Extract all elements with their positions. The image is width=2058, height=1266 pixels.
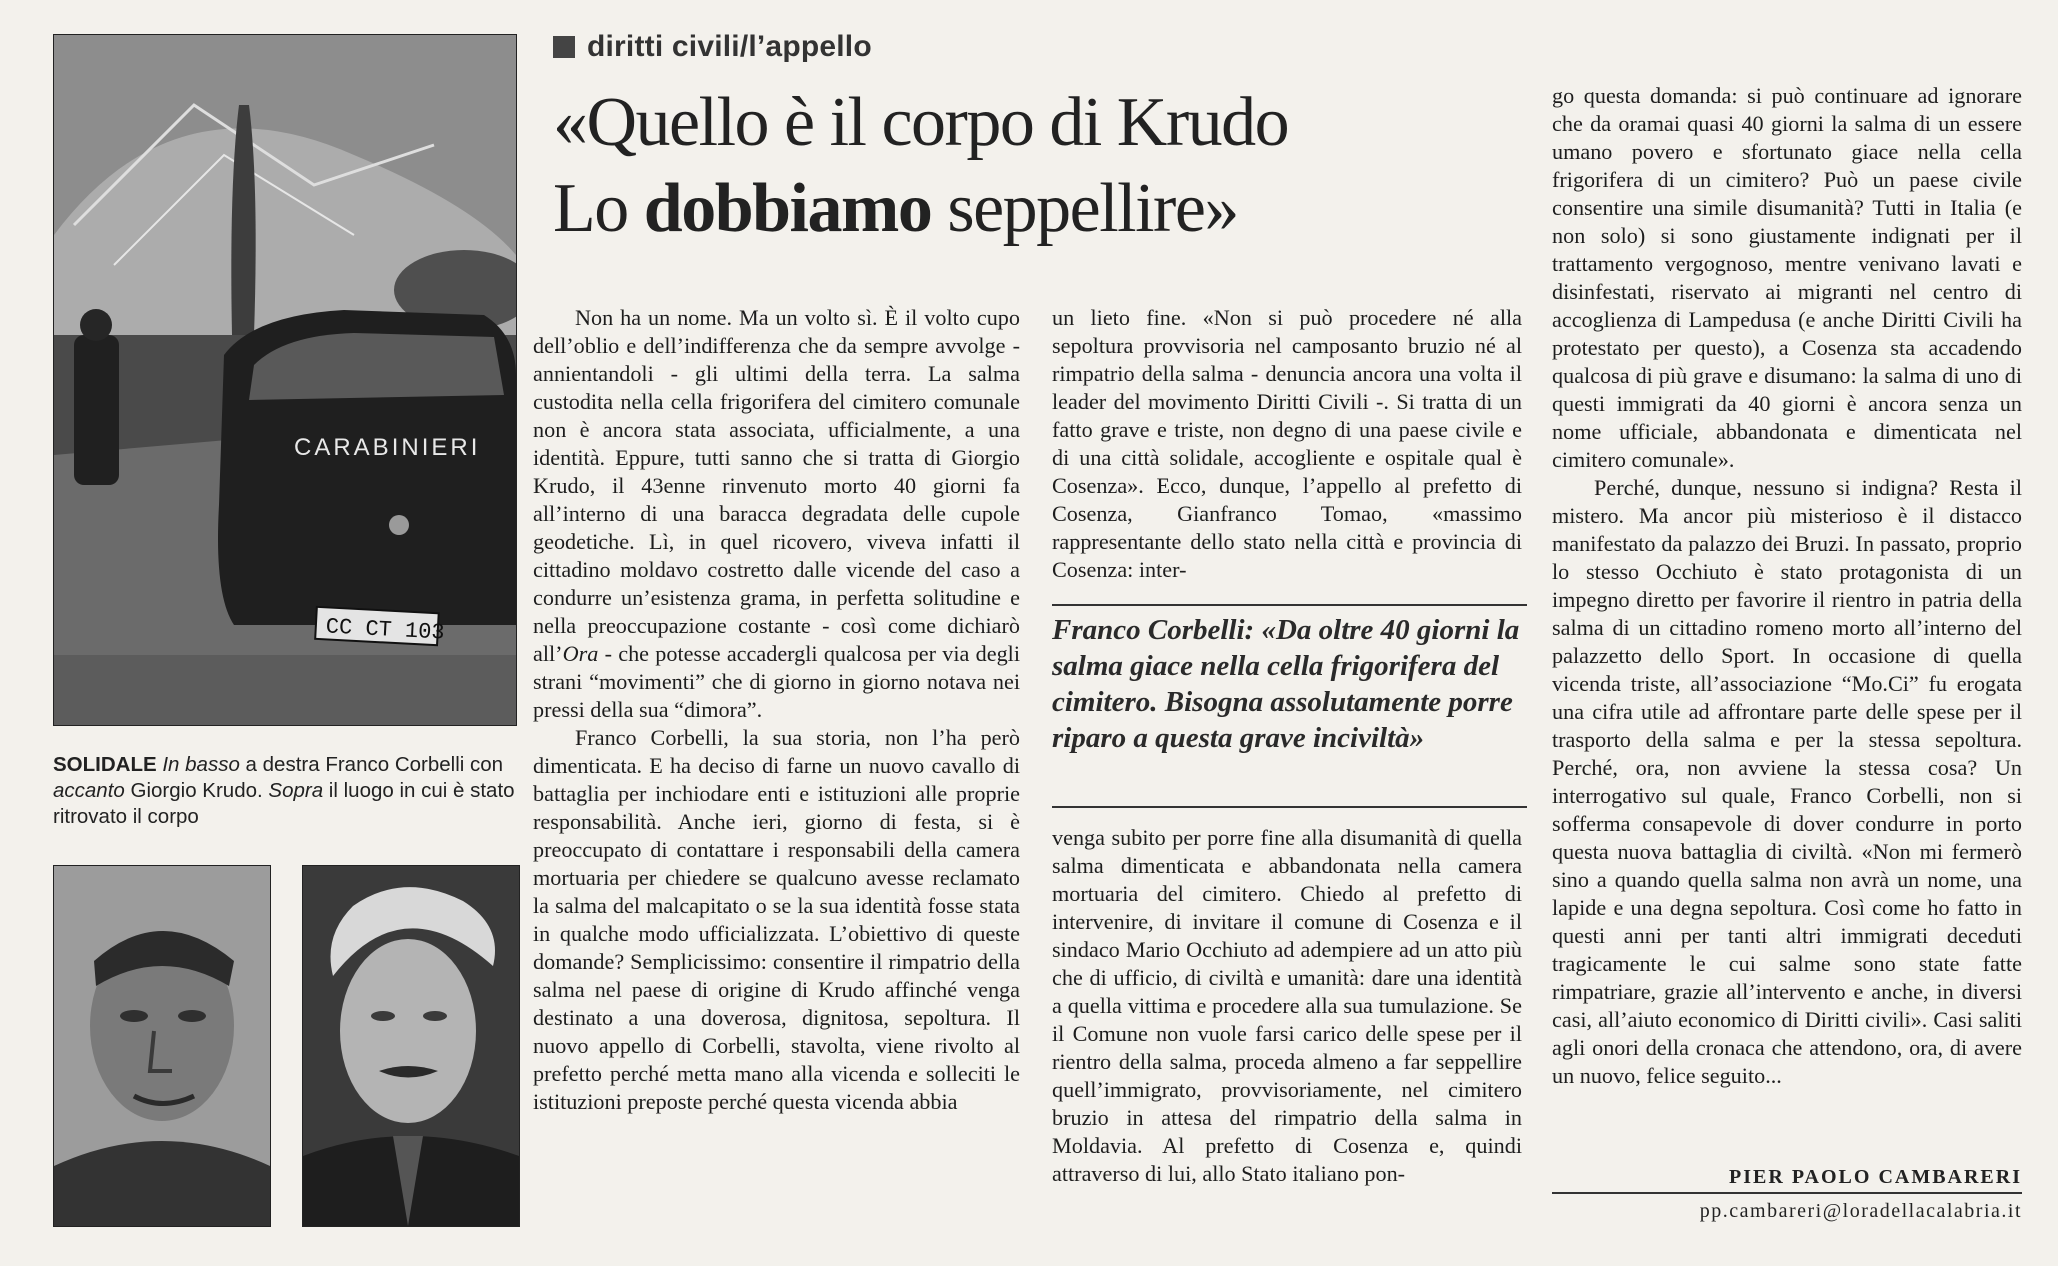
headline-line-1: «Quello è il corpo di Krudo [553, 84, 1289, 161]
article-paragraph: Franco Corbelli, la sua storia, non l’ha però dimenticata. E ha deciso di farne un nuovo cavallo di battaglia per inchiodare enti e istituzioni alle proprie responsabilità. Anche ieri, giorno di festa, si è preoccupato di contattare i responsabili della camera mortuaria per chiedere se qualcuno avesse reclamato la salma del malcapitato o se la sua identità fosse stata in qualche modo ufficializzata. L’obiettivo di queste domande? Semplicissimo: consentire il rimpatrio della salma nel paese di origine di Krudo affinché venga destinato a una doverosa, dignitosa, sepoltura. Il nuovo appello di Corbelli, stavolta, viene rivolto al prefetto perché metta mano alla vicenda e solleciti le istituzioni preposte perché questa vicenda abbia [533, 725, 1020, 1114]
headline-text: Lo [553, 170, 644, 247]
portrait-krudo [53, 865, 271, 1227]
caption-text: In basso [162, 753, 240, 776]
article-paragraph: go questa domanda: si può continuare ad ignorare che da oramai quasi 40 giorni la salma di un essere umano povero e sfortunato giace nella cella frigorifera di un cimitero? Può un paese civile consentire una simile disumanità? Tutti in Italia (e non solo) si sono giustamente indignati per il trattamento vergognoso, mentre venivano lavati e disinfestati, riservato ai migranti nel centro di accoglienza di Lampedusa (e anche Diritti Civili ha protestato per questo), a Cosenza sta accadendo qualcosa di più grave e disumano: la salma di uno di questi immigrati da 40 giorni è ancora senza un nome ufficiale, abbandonata e dimenticata nel cimitero comunale». [1552, 83, 2022, 472]
pull-quote: Franco Corbelli: «Da oltre 40 giorni la salma giace nella cella frigorifera del cimitero. Bisogna assolutamente porre riparo a questa grave inciviltà» [1052, 614, 1520, 754]
section-kicker [553, 30, 872, 64]
kicker-text: diritti civili/l’appello [587, 30, 872, 63]
headline-text: seppellire» [931, 170, 1238, 247]
author-email: pp.cambareri@loradellacalabria.it [1699, 1200, 2022, 1222]
pullquote-bottom-rule [1052, 806, 1527, 808]
newspaper-name: Ora [562, 641, 599, 666]
paragraph-text: Non ha un nome. Ma un volto sì. È il volto cupo dell’oblio e dell’indifferenza che da sempre avvolge - annientandoli - gli ultimi della terra. La salma custodita nella cella frigorifera del cimitero comunale non è ancora stata associata, ufficialmente, a una identità. Eppure, tutti sanno che si tratta di Giorgio Krudo, il 43enne rinvenuto morto 40 giorni fa all’interno di una baracca degradata delle cupole geodetiche. Lì, in quel ricovero, viveva infatti il cittadino moldavo costretto dalle vicende del caso a condurre un’esistenza grama, in perfetta solitudine e nella preoccupazione costante - così come dichiarò all’ [533, 305, 1020, 666]
author-byline: PIER PAOLO CAMBARERI [1729, 1166, 2022, 1188]
article-column-2-bottom [1052, 824, 1522, 1224]
license-plate: CC CT 103 [325, 614, 446, 646]
portrait-krudo-drawing [54, 866, 270, 1226]
photo-caption [53, 752, 523, 830]
article-column-2-top [1052, 304, 1522, 594]
scene-photo-drawing [54, 35, 516, 725]
article-paragraph: Perché, dunque, nessuno si indigna? Resta il mistero. Ma ancor più misterioso è il distacco manifestato da palazzo dei Bruzi. In passato, proprio lo stesso Occhiuto è stato protagonista di un impegno diretto per favorire il rientro in patria della salma di un cittadino romeno morto all’interno del palazzetto dello Sport. In occasione di quella vicenda triste, all’associazione “Mo.Ci” fu erogata una cifra utile ad affrontare parte delle spese per il trasporto della salma e per la stessa sepoltura. Perché, ora, non avviene la stessa cosa? Un interrogativo sul quale, Franco Corbelli, non si sofferma consapevole di dover condurre in porto questa nuova battaglia di civiltà. «Non mi fermerò sino a quando quella salma non avrà un nome, una lapide e una degna sepoltura. Così come ho fatto in questi anni per tanti altri immigrati deceduti tragicamente le cui salme sono state fatte rimpatriare, grazie all’intervento e anche, in diversi casi, all’aiuto economico di Diritti civili». Casi saliti agli onori della cronaca che attendono, ora, di avere un nuovo, felice seguito... [1552, 475, 2022, 1088]
article-column-1 [533, 304, 1020, 1214]
caption-label: SOLIDALE [53, 753, 157, 776]
article-paragraph: un lieto fine. «Non si può procedere né alla sepoltura provvisoria nel camposanto bruzio né al rimpatrio della salma - denuncia ancora una volta il leader del movimento Diritti Civili -. Si tratta di un fatto grave e triste, non degno di una paese civile e di una città solidale, accogliente e ospitale qual è Cosenza». Ecco, dunque, l’appello al prefetto di Cosenza, Gianfranco Tomao, «massimo rappresentante dello stato nella città e provincia di Cosenza: inter- [1052, 305, 1522, 582]
paragraph-text: - che potesse accadergli qualcosa per via degli strani “movimenti” che di giorno in giorno notava nei pressi della sua “dimora”. [533, 641, 1020, 722]
article-column-3 [1552, 82, 2022, 1162]
pullquote-top-rule [1052, 604, 1527, 606]
article-paragraph: venga subito per porre fine alla disumanità di quella salma dimenticata e abbandonata nella camera mortuaria del cimitero. Chiedo al prefetto di intervenire, di invitare il comune di Cosenza e il sindaco Mario Occhiuto ad adempiere ad un atto più che di ufficio, di civiltà e umanità: dare una identità a quella vittima e procedere alla sua tumulazione. Se il Comune non vuole farsi carico delle spese per il rientro della salma, proceda almeno a far seppellire quell’immigrato, provvisoriamente, nel cimitero bruzio in attesa del rimpatrio della salma in Moldavia. Al prefetto di Cosenza e, quindi attraverso di lui, allo Stato italiano pon- [1052, 825, 1522, 1186]
caption-text: Sopra [268, 779, 324, 802]
square-bullet-icon [553, 36, 575, 58]
byline-rule [1552, 1192, 2022, 1194]
article-paragraph [533, 304, 1020, 724]
headline [553, 80, 1433, 252]
headline-bold-word: dobbiamo [643, 170, 932, 247]
portrait-corbelli-drawing [303, 866, 519, 1226]
caption-text: Giorgio Krudo. [124, 779, 269, 802]
caption-text: a destra Franco Corbelli con [239, 753, 504, 776]
scene-photo [53, 34, 517, 726]
car-label: CARABINIERI [294, 434, 481, 461]
portrait-corbelli [302, 865, 520, 1227]
caption-text: il luogo in cui è stato ritrovato il corpo [53, 779, 515, 828]
headline-line-2 [553, 166, 1433, 252]
caption-text: accanto [53, 779, 125, 802]
